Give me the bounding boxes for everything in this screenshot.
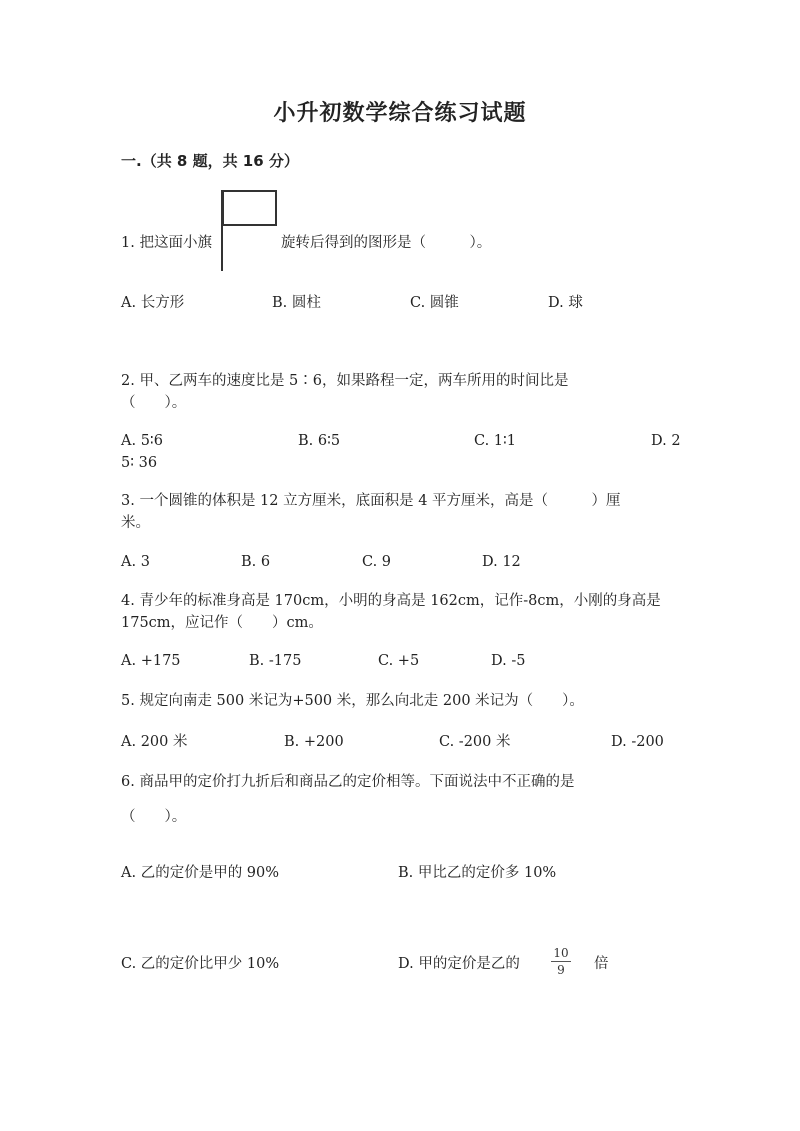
q1-option-c[interactable]: C. 圆锥	[410, 295, 459, 311]
flag-cloth	[222, 190, 277, 226]
flag-pole	[221, 190, 223, 271]
question-2-line1: 2. 甲、乙两车的速度比是 5∶6，如果路程一定，两车所用的时间比是	[121, 373, 569, 389]
q2-option-c[interactable]: C. 1∶1	[474, 433, 517, 449]
question-1-suffix: 旋转后得到的图形是（ ）。	[281, 235, 492, 251]
q6-option-c[interactable]: C. 乙的定价比甲少 10%	[121, 956, 280, 972]
question-2-line2: （ ）。	[121, 395, 187, 411]
question-4-line1: 4. 青少年的标准身高是 170cm，小明的身高是 162cm，记作-8cm，小刚的身高是	[121, 593, 661, 609]
q1-option-a[interactable]: A. 长方形	[121, 295, 185, 311]
q1-option-d[interactable]: D. 球	[548, 295, 583, 311]
section-heading: 一.（共 8 题，共 16 分）	[121, 152, 299, 170]
q4-option-b[interactable]: B. -175	[249, 653, 302, 669]
q3-option-c[interactable]: C. 9	[362, 554, 392, 570]
q6-option-a[interactable]: A. 乙的定价是甲的 90%	[121, 865, 280, 881]
q4-option-d[interactable]: D. -5	[491, 653, 526, 669]
q2-option-d-wrap: 5∶ 36	[121, 455, 158, 471]
page-title: 小升初数学综合练习试题	[273, 101, 527, 126]
q6-option-d[interactable]: D. 甲的定价是乙的	[398, 956, 520, 972]
q6-option-b[interactable]: B. 甲比乙的定价多 10%	[398, 865, 557, 881]
question-3-line1: 3. 一个圆锥的体积是 12 立方厘米，底面积是 4 平方厘米，高是（ ）厘	[121, 493, 621, 509]
q5-option-d[interactable]: D. -200	[611, 734, 664, 750]
fraction-denominator: 9	[557, 963, 565, 977]
q2-option-a[interactable]: A. 5∶6	[121, 433, 163, 449]
q5-option-c[interactable]: C. -200 米	[439, 734, 511, 750]
q3-option-d[interactable]: D. 12	[482, 554, 521, 570]
fraction-numerator: 10	[553, 946, 569, 960]
q1-option-b[interactable]: B. 圆柱	[272, 295, 321, 311]
q5-option-b[interactable]: B. +200	[284, 734, 344, 750]
q3-option-b[interactable]: B. 6	[241, 554, 271, 570]
q5-option-a[interactable]: A. 200 米	[121, 734, 188, 750]
question-6-line2: （ ）。	[121, 809, 187, 825]
question-4-line2: 175cm，应记作（ ）cm。	[121, 615, 323, 631]
question-3-line2: 米。	[121, 515, 150, 531]
q2-option-d[interactable]: D. 2	[651, 433, 681, 449]
q4-option-c[interactable]: C. +5	[378, 653, 420, 669]
q2-option-b[interactable]: B. 6∶5	[298, 433, 341, 449]
q3-option-a[interactable]: A. 3	[121, 554, 150, 570]
q4-option-a[interactable]: A. +175	[121, 653, 181, 669]
fraction-ten-ninths	[551, 946, 571, 977]
question-1-prefix: 1. 把这面小旗	[121, 235, 212, 251]
question-6-line1: 6. 商品甲的定价打九折后和商品乙的定价相等。下面说法中不正确的是	[121, 774, 575, 790]
q6-option-d-suffix: 倍	[594, 956, 609, 972]
question-5-line1: 5. 规定向南走 500 米记为+500 米，那么向北走 200 米记为（ ）。	[121, 693, 584, 709]
fraction-bar	[551, 961, 571, 962]
